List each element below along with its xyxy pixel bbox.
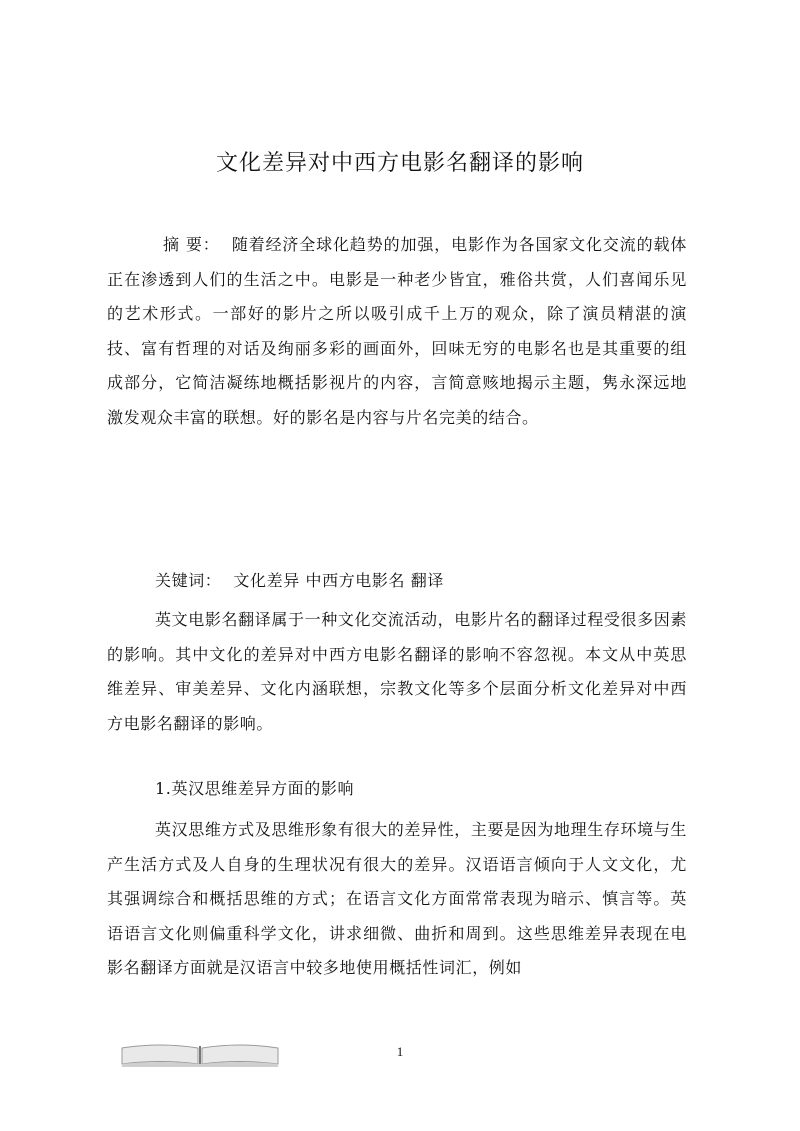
page-number: 1 (396, 1044, 404, 1059)
keywords-line (155, 564, 675, 599)
document-title: 文化差异对中西方电影名翻译的影响 (215, 151, 584, 176)
abstract-paragraph (107, 228, 687, 435)
section-paragraph: 英汉思维方式及思维形象有很大的差异性，主要是因为地理生存环境与生产生活方式及人自身的生理状况有很大的差异。汉语语言倾向于人文文化，尤其强调综合和概括思维的方式；在语言文化方面常常表现为暗示、慎言等。英语语言文化则偏重科学文化，讲求细微、曲折和周到。这些思维差异表现在电影名翻译方面就是汉语言中较多地使用概括性词汇，例如 (107, 820, 687, 977)
abstract-text: 随着经济全球化趋势的加强，电影作为各国家文化交流的载体正在渗透到人们的生活之中。电影是一种老少皆宜，雅俗共赏，人们喜闻乐见的艺术形式。一部好的影片之所以吸引成千上万的观众，除了演员精湛的演技、富有哲理的对话及绚丽多彩的画面外，回味无穷的电影名也是其重要的组成部分，它简洁凝练地概括影视片的内容，言简意赅地揭示主题，隽永深远地激发观众丰富的联想。好的影名是内容与片名完美的结合。 (107, 235, 687, 427)
keywords-text: 文化差异 中西方电影名 翻译 (233, 571, 444, 590)
section-heading: 1.英汉思维差异方面的影响 (155, 779, 355, 798)
keywords-label: 关键词： (155, 571, 222, 590)
abstract-label: 摘 要： (163, 235, 220, 254)
intro-paragraph: 英文电影名翻译属于一种文化交流活动，电影片名的翻译过程受很多因素的影响。其中文化的差异对中西方电影名翻译的影响不容忽视。本文从中英思维差异、审美差异、文化内涵联想，宗教文化等多个层面分析文化差异对中西方电影名翻译的影响。 (107, 610, 687, 733)
